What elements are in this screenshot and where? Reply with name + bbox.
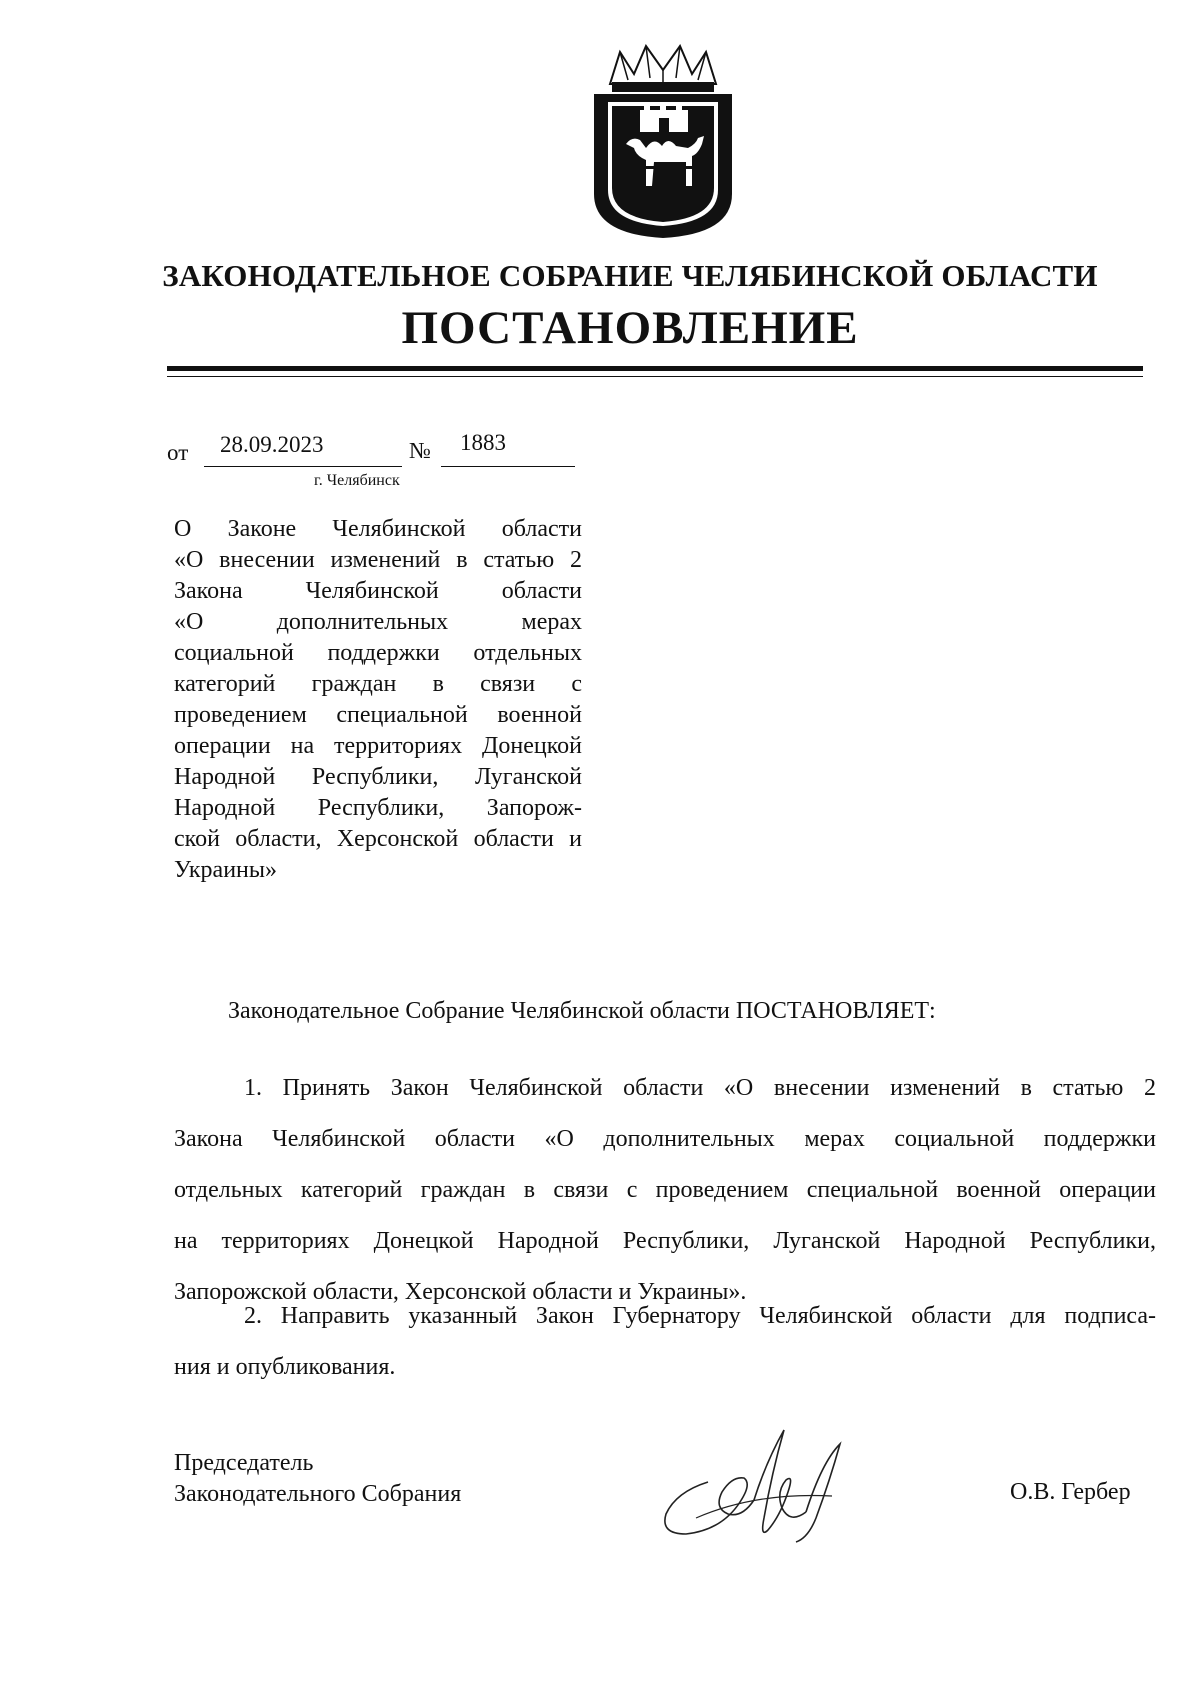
subject-line: Закона Челябинской области [174, 578, 582, 604]
resolution-item-2 [174, 1291, 1156, 1393]
coat-of-arms-icon [588, 44, 738, 240]
item-line: на территориях Донецкой Народной Республики, Луганской Народной Республики, [174, 1228, 1156, 1254]
subject-line: категорий граждан в связи с [174, 671, 582, 697]
item-line: 2. Направить указанный Закон Губернатору Челябинской области для подписа- [244, 1303, 1156, 1329]
document-type: ПОСТАНОВЛЕНИЕ [401, 302, 859, 354]
subject-line: операции на территориях Донецкой [174, 733, 582, 759]
signer-title-line: Законодательного Собрания [174, 1481, 462, 1507]
item-line: Закона Челябинской области «О дополнительных мерах социальной поддержки [174, 1126, 1156, 1152]
city: г. Челябинск [314, 472, 400, 489]
date-prefix: от [167, 440, 189, 465]
subject-line: О Законе Челябинской области [174, 516, 582, 542]
header-rule-thin [167, 376, 1143, 377]
subject-line: Украины» [174, 857, 278, 883]
subject-line: «О дополнительных мерах [174, 609, 582, 635]
header-rule-thick [167, 366, 1143, 371]
document-date: 28.09.2023 [220, 432, 324, 457]
item-line: отдельных категорий граждан в связи с проведением специальной военной операции [174, 1177, 1156, 1203]
subject-line: Народной Республики, Запорож- [174, 795, 582, 821]
number-prefix: № [409, 438, 431, 463]
subject-line: Народной Республики, Луганской [174, 764, 582, 790]
organization-title: ЗАКОНОДАТЕЛЬНОЕ СОБРАНИЕ ЧЕЛЯБИНСКОЙ ОБЛАСТИ [162, 258, 1098, 293]
item-line: 1. Принять Закон Челябинской области «О внесении изменений в статью 2 [244, 1075, 1156, 1101]
item-line: Запорожской области, Херсонской области и Украины». [174, 1279, 747, 1305]
subject-line: «О внесении изменений в статью 2 [174, 547, 582, 573]
signer-title [174, 1448, 461, 1510]
document-number: 1883 [460, 430, 506, 455]
item-line: ния и опубликования. [174, 1354, 396, 1380]
document-subject [174, 514, 582, 886]
subject-line: ской области, Херсонской области и [174, 826, 582, 852]
resolution-item-1 [174, 1063, 1156, 1318]
subject-line: социальной поддержки отдельных [174, 640, 582, 666]
subject-line: проведением специальной военной [174, 702, 582, 728]
signer-name: О.В. Гербер [1010, 1479, 1131, 1505]
preamble: Законодательное Собрание Челябинской области ПОСТАНОВЛЯЕТ: [228, 998, 936, 1024]
number-underline [441, 466, 575, 467]
signer-title-line: Председатель [174, 1450, 314, 1476]
handwritten-signature [656, 1422, 856, 1544]
date-underline [204, 466, 402, 467]
